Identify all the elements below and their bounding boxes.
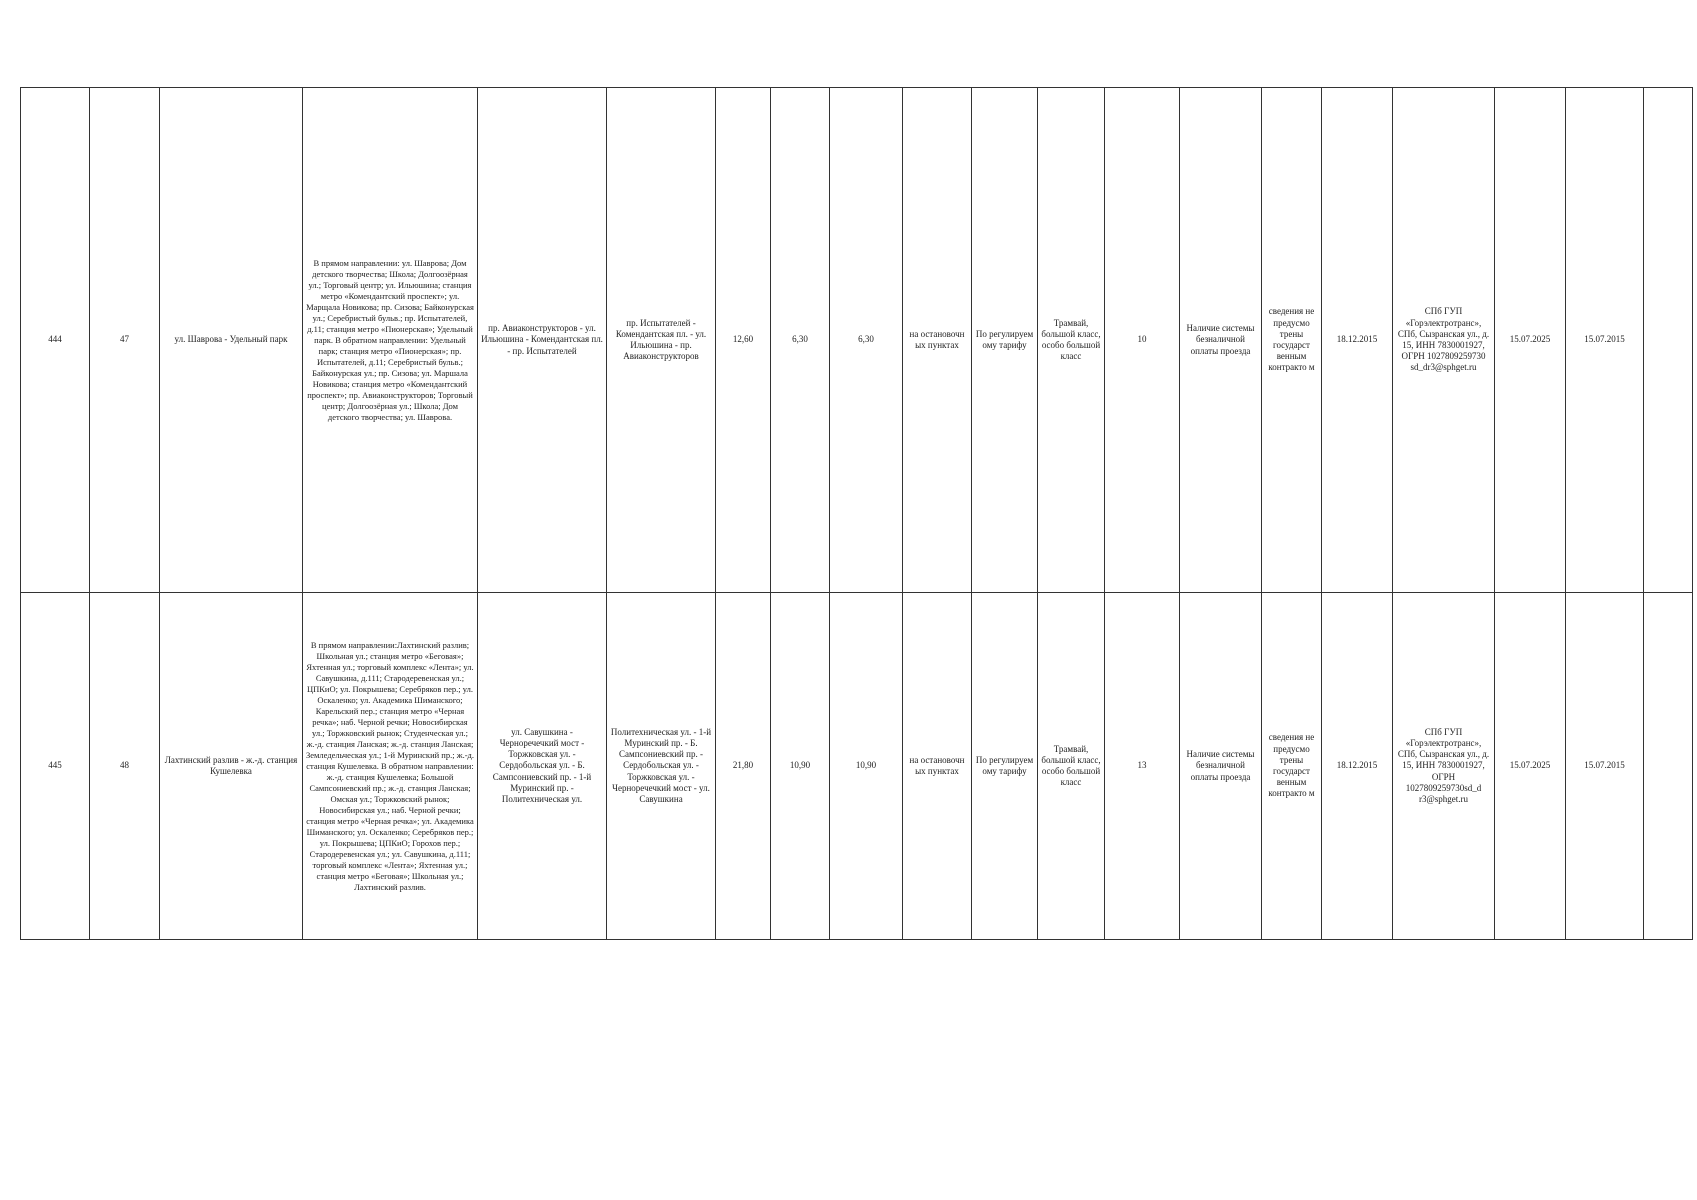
streets-forward: ул. Савушкина - Черноречечкий мост - Торжковская ул. - Сердобольская ул. - Б. Сампсониевский пр. - 1-й Муринский пр. - Политехническая ул. xyxy=(478,593,607,940)
streets-forward: пр. Авиаконструкторов - ул. Ильюшина - Комендантская пл. - пр. Испытателей xyxy=(478,88,607,593)
route-length-backward: 6,30 xyxy=(830,88,903,593)
vehicle-class: Трамвай, большой класс, особо большой класс xyxy=(1038,88,1105,593)
vehicle-count: 10 xyxy=(1105,88,1180,593)
start-date: 18.12.2015 xyxy=(1322,88,1393,593)
route-length-forward: 10,90 xyxy=(771,593,830,940)
date-2: 15.07.2015 xyxy=(1566,593,1644,940)
boarding-order: на остановочн ых пунктах xyxy=(903,593,972,940)
extra-cell xyxy=(1644,593,1693,940)
operator-info: СПб ГУП «Горэлектротранс», СПб, Сызранская ул., д. 15, ИНН 7830001927, ОГРН 1027809259730 sd_dr3@sphget.ru xyxy=(1393,88,1495,593)
payment-system: Наличие системы безналичной оплаты проезда xyxy=(1180,593,1262,940)
table-row xyxy=(21,88,1693,593)
route-stops: В прямом направлении:Лахтинский разлив; Школьная ул.; станция метро «Беговая»; Яхтенная ул.; торговый комплекс «Лента»; ул. Савушкина, д.111; Стародеревенская ул.; ЦПКиО; ул. Покрышева; Серебряков пер.; ул. Оскаленко; ул. Академика Шиманского; Карельский пер.; станция метро «Черная речка»; наб. Черной речки; Новосибирская ул.; Торжковский рынок; Студенческая ул.; ж.-д. станция Ланская; ж.-д. станция Ланская; Земледельческая ул.; 1-й Муринский пр.; ж.-д. станция Кушелевка. В обратном направлении: ж.-д. станция Кушелевка; Большой Сампсониевский пр.; ж.-д. станция Ланская; Омская ул.; Торжковский рынок; Новосибирская ул.; наб. Черной речки; станция метро «Черная речка»; ул. Академика Шиманского; ул. Оскаленко; Серебряков пер.; ул. Покрышева; ЦПКиО; Горохов пер.; Стародеревенская ул.; ул. Савушкина, д.111; торговый комплекс «Лента»; Яхтенная ул.; станция метро «Беговая»; Школьная ул.; Лахтинский разлив. xyxy=(303,593,478,940)
contract-info: сведения не предусмо трены государст венным контракто м xyxy=(1262,593,1322,940)
row-number: 444 xyxy=(21,88,90,593)
table-row xyxy=(21,593,1693,940)
boarding-order: на остановочн ых пунктах xyxy=(903,88,972,593)
contract-info: сведения не предусмо трены государст венным контракто м xyxy=(1262,88,1322,593)
date-1: 15.07.2025 xyxy=(1495,88,1566,593)
operator-info: СПб ГУП «Горэлектротранс», СПб, Сызранская ул., д. 15, ИНН 7830001927, ОГРН 1027809259730sd_d r3@sphget.ru xyxy=(1393,593,1495,940)
date-2: 15.07.2015 xyxy=(1566,88,1644,593)
vehicle-count: 13 xyxy=(1105,593,1180,940)
streets-backward: Политехническая ул. - 1-й Муринский пр. - Б. Сампсониевский пр. - Сердобольская ул. - Торжковская ул. - Черноречечкий мост - ул. Савушкина xyxy=(607,593,716,940)
tariff-type: По регулируем ому тарифу xyxy=(972,88,1038,593)
route-number: 48 xyxy=(90,593,160,940)
date-1: 15.07.2025 xyxy=(1495,593,1566,940)
start-date: 18.12.2015 xyxy=(1322,593,1393,940)
route-length-total: 12,60 xyxy=(716,88,771,593)
route-name: Лахтинский разлив - ж.-д. станция Кушелевка xyxy=(160,593,303,940)
row-number: 445 xyxy=(21,593,90,940)
route-length-total: 21,80 xyxy=(716,593,771,940)
route-number: 47 xyxy=(90,88,160,593)
route-length-forward: 6,30 xyxy=(771,88,830,593)
tariff-type: По регулируем ому тарифу xyxy=(972,593,1038,940)
vehicle-class: Трамвай, большой класс, особо большой класс xyxy=(1038,593,1105,940)
route-name: ул. Шаврова - Удельный парк xyxy=(160,88,303,593)
route-length-backward: 10,90 xyxy=(830,593,903,940)
route-registry-table xyxy=(20,87,1693,940)
route-stops: В прямом направлении: ул. Шаврова; Дом детского творчества; Школа; Долгоозёрная ул.; Торговый центр; ул. Ильюшина; станция метро «Комендантский проспект»; ул. Марщала Новикова; пр. Сизова; Байконурская ул.; Серебристый бульв.; пр. Испытателей, д.11; станция метро «Пионерская»; Удельный парк. В обратном направлении: Удельный парк; станция метро «Пионерская»; пр. Испытателей, д.11; Серебристый бульв.; Байконурская ул.; пр. Сизова; ул. Маршала Новикова; станция метро «Комендантский проспект»; пр. Авиаконструкторов; Торговый центр; Долгоозёрная ул.; Школа; Дом детского творчества; ул. Шаврова. xyxy=(303,88,478,593)
extra-cell xyxy=(1644,88,1693,593)
streets-backward: пр. Испытателей - Комендантская пл. - ул. Ильюшина - пр. Авиаконструкторов xyxy=(607,88,716,593)
payment-system: Наличие системы безналичной оплаты проезда xyxy=(1180,88,1262,593)
